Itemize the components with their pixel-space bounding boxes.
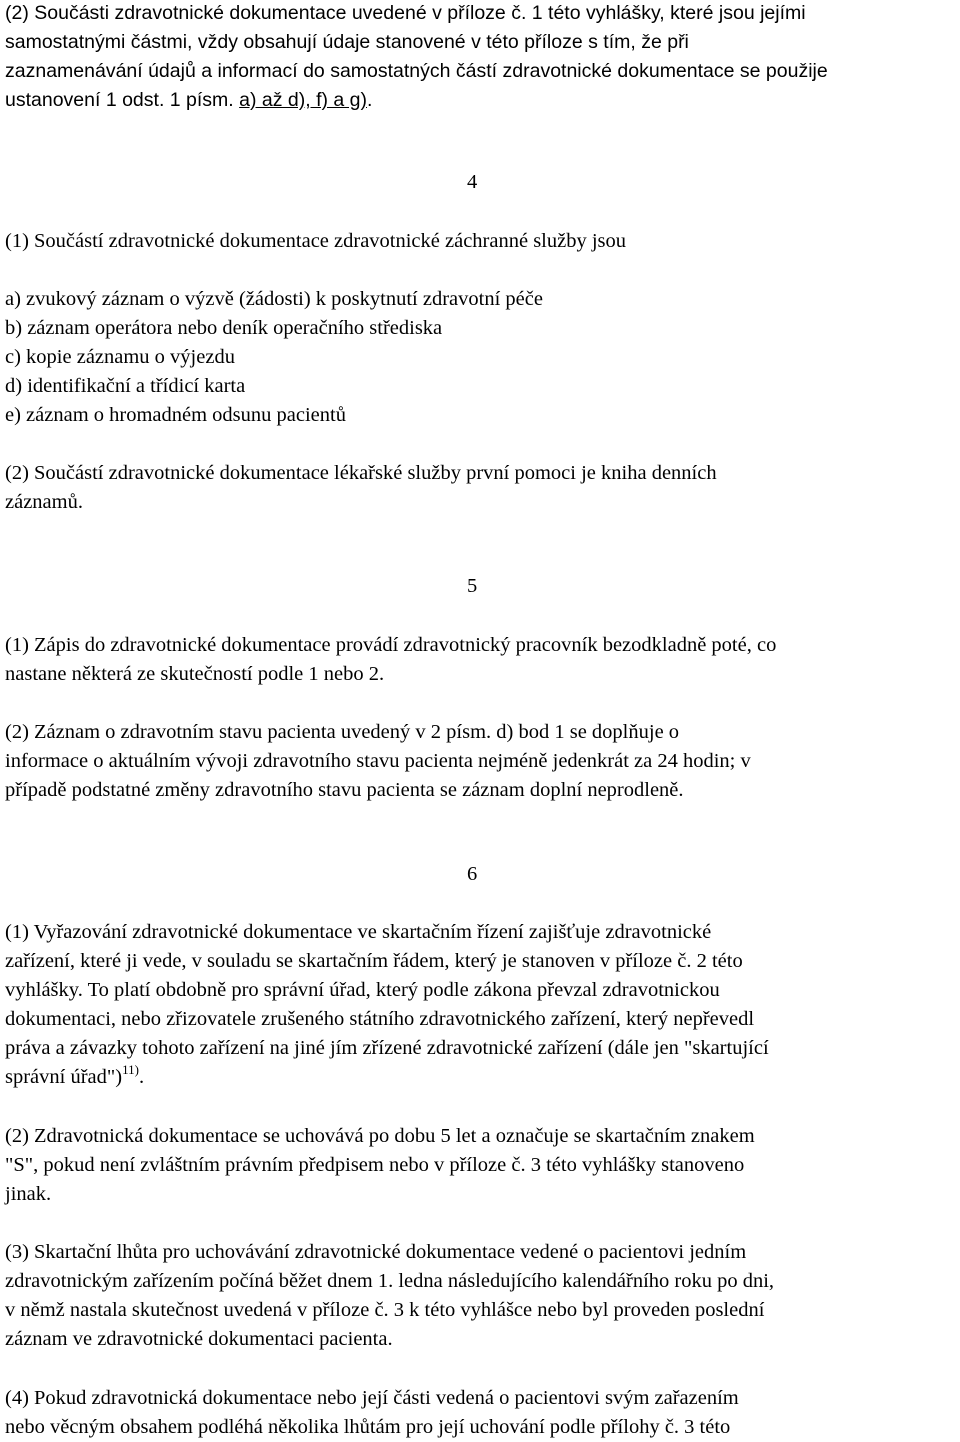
intro-line-3: zaznamenávání údajů a informací do samostatných částí zdravotnické dokumentace se použije [5,60,828,82]
intro-line-4 [5,91,372,111]
section-4-paragraph-2-line-2: záznamů. [5,491,83,513]
section-6-paragraph-2-line-3: jinak. [5,1183,52,1205]
section-5-paragraph-2-line-1: (2) Záznam o zdravotním stavu pacienta uvedený v 2 písm. d) bod 1 se doplňuje o [5,721,680,743]
intro-reference-link[interactable]: a) až d), f) a g) [239,89,368,111]
intro-line-4-end: . [367,89,373,111]
intro-line-4-start: ustanovení 1 odst. 1 písm. [5,89,240,111]
section-4-paragraph-1: (1) Součástí zdravotnické dokumentace zdravotnické záchranné služby jsou [5,230,627,252]
section-6-paragraph-1-line-6-start: správní úřad") [5,1066,123,1088]
section-6-paragraph-3-line-2: zdravotnickým zařízením počíná běžet dnem 1. ledna následujícího kalendářního roku po dni, [5,1270,775,1292]
section-6-paragraph-1-line-4: dokumentaci, nebo zřizovatele zrušeného státního zdravotnického zařízení, který nepřevedl [5,1008,755,1030]
section-5-paragraph-2-line-3: případě podstatné změny zdravotního stavu pacienta se záznam doplní neprodleně. [5,779,684,801]
intro-line-1: (2) Součásti zdravotnické dokumentace uvedené v příloze č. 1 této vyhlášky, které jsou jejími [5,2,806,24]
section-6-paragraph-4-line-2: nebo věcným obsahem podléhá několika lhůtám pro její uchování podle přílohy č. 3 této [5,1416,731,1438]
section-4-item-a: a) zvukový záznam o výzvě (žádosti) k poskytnutí zdravotní péče [5,288,543,310]
section-6-paragraph-2-line-2: "S", pokud není zvláštním právním předpisem nebo v příloze č. 3 této vyhlášky stanoveno [5,1154,745,1176]
section-5-heading: 5 [467,575,478,597]
section-6-paragraph-1-line-3: vyhlášky. To platí obdobně pro správní úřad, který podle zákona převzal zdravotnickou [5,979,720,1001]
section-4-paragraph-2-line-1: (2) Součástí zdravotnické dokumentace lékařské služby první pomoci je kniha denních [5,462,717,484]
section-6-paragraph-3-line-4: záznam ve zdravotnické dokumentaci pacienta. [5,1328,393,1350]
section-6-paragraph-3-line-3: v němž nastala skutečnost uvedená v příloze č. 3 k této vyhlášce nebo byl proveden poslední [5,1299,765,1321]
intro-line-2: samostatnými částmi, vždy obsahují údaje stanovené v této příloze s tím, že při [5,31,689,53]
section-5-paragraph-1-line-1: (1) Zápis do zdravotnické dokumentace provádí zdravotnický pracovník bezodkladně poté, co [5,634,777,656]
section-4-item-c: c) kopie záznamu o výjezdu [5,346,235,368]
section-4-item-b: b) záznam operátora nebo deník operačního střediska [5,317,443,339]
section-5-paragraph-1-line-2: nastane některá ze skutečností podle 1 nebo 2. [5,663,385,685]
section-6-paragraph-1-line-5: práva a závazky tohoto zařízení na jiné jím zřízené zdravotnické zařízení (dále jen "skartující [5,1037,769,1059]
section-6-paragraph-1-line-6-end: . [138,1066,145,1088]
section-6-paragraph-3-line-1: (3) Skartační lhůta pro uchovávání zdravotnické dokumentace vedené o pacientovi jedním [5,1241,747,1263]
section-4-item-e: e) záznam o hromadném odsunu pacientů [5,404,346,426]
section-6-paragraph-4-line-1: (4) Pokud zdravotnická dokumentace nebo její části vedená o pacientovi svým zařazením [5,1387,739,1409]
section-6-paragraph-1-line-2: zařízení, které ji vede, v souladu se skartačním řádem, který je stanoven v příloze č. 2 této [5,950,743,972]
section-6-paragraph-1-line-1: (1) Vyřazování zdravotnické dokumentace ve skartačním řízení zajišťuje zdravotnické [5,921,712,943]
section-5-paragraph-2-line-2: informace o aktuálním vývoji zdravotního stavu pacienta nejméně jedenkrát za 24 hodin; v [5,750,751,772]
section-4-heading: 4 [467,171,478,193]
footnote-reference: 11) [122,1062,139,1077]
section-4-item-d: d) identifikační a třídicí karta [5,375,246,397]
section-6-paragraph-2-line-1: (2) Zdravotnická dokumentace se uchovává po dobu 5 let a označuje se skartačním znakem [5,1125,755,1147]
section-6-paragraph-1-line-6 [5,1062,145,1088]
section-6-heading: 6 [467,863,478,885]
